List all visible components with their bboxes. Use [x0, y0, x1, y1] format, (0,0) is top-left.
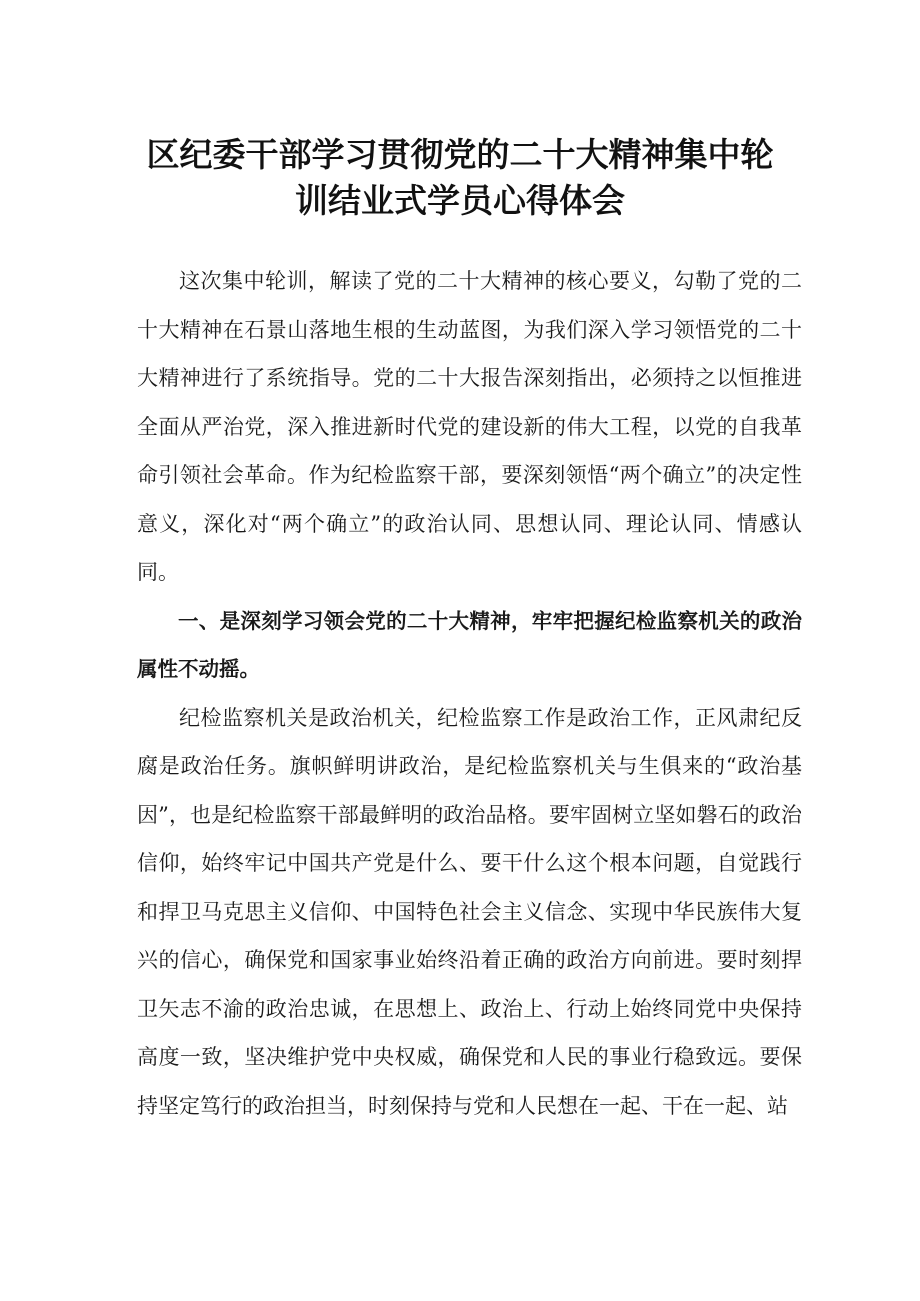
document-title-line-2: 训结业式学员心得体会	[295, 181, 625, 220]
section-1-heading: 一、是深刻学习领会党的二十大精神，牢牢把握纪检监察机关的政治属性不动摇。	[137, 608, 802, 681]
section-1-paragraph: 纪检监察机关是政治机关，纪检监察工作是政治工作，正风肃纪反腐是政治任务。旗帜鲜明讲政治，是纪检监察机关与生俱来的“政治基因”，也是纪检监察干部最鲜明的政治品格。要牢固树立坚如磐石的政治信仰，始终牢记中国共产党是什么、要干什么这个根本问题，自觉践行和捍卫马克思主义信仰、中国特色社会主义信念、实现中华民族伟大复兴的信心，确保党和国家事业始终沿着正确的政治方向前进。要时刻捍卫矢志不渝的政治忠诚，在思想上、政治上、行动上始终同党中央保持高度一致，坚决维护党中央权威，确保党和人民的事业行稳致远。要保持坚定笃行的政治担当，时刻保持与党和人民想在一起、干在一起、站	[137, 705, 802, 1118]
document-body	[137, 257, 802, 1130]
intro-paragraph: 这次集中轮训，解读了党的二十大精神的核心要义，勾勒了党的二十大精神在石景山落地生根的生动蓝图，为我们深入学习领悟党的二十大精神进行了系统指导。党的二十大报告深刻指出，必须持之以恒推进全面从严治党，深入推进新时代党的建设新的伟大工程，以党的自我革命引领社会革命。作为纪检监察干部，要深刻领悟“两个确立”的决定性意义，深化对“两个确立”的政治认同、思想认同、理论认同、情感认同。	[137, 269, 802, 584]
document-title-line-1: 区纪委干部学习贯彻党的二十大精神集中轮	[146, 135, 774, 174]
